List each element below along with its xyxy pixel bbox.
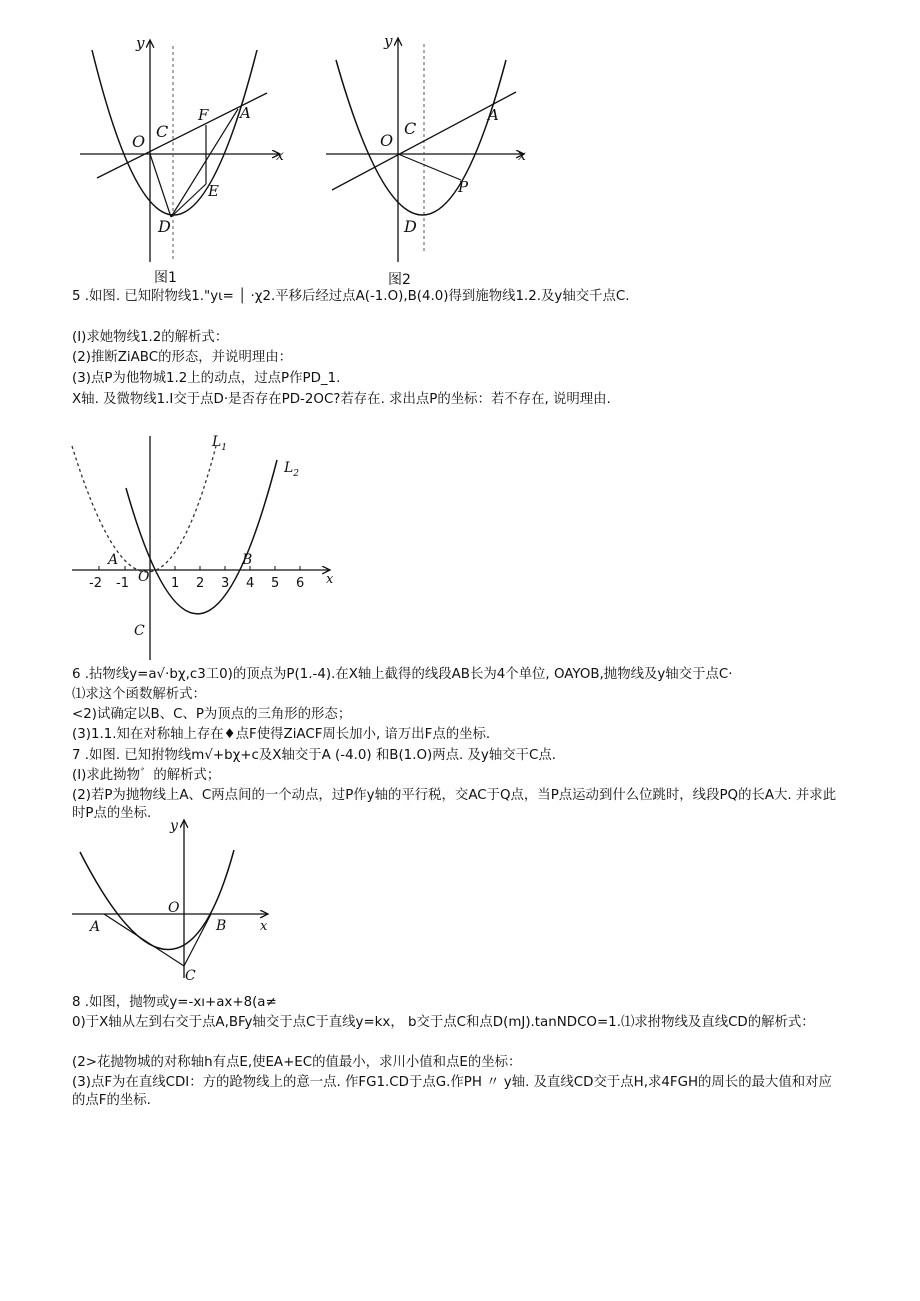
parabola [92, 50, 257, 215]
tick-label: 3 [221, 576, 230, 591]
fig2-y-label: y [384, 32, 393, 50]
q5-o-label: O [138, 569, 150, 585]
l1-label [211, 434, 227, 453]
q5-a-label: A [108, 552, 119, 568]
fig1-e-label: E [208, 182, 219, 200]
q8-part-1: 0)于X轴从左到右交于点A,BFy轴交于点C于直线y=kx， b交于点C和点D(mJ).tanNDCO=1.⑴求拊物线及直线CD的解析式： [72, 1015, 815, 1030]
q5-x-label: x [326, 572, 334, 587]
q7-o-label: O [168, 900, 180, 916]
fig2-d-label: D [404, 217, 417, 236]
fig1-x-label: x [276, 148, 284, 164]
l2-label [283, 460, 299, 479]
fig1-f-label: F [198, 106, 209, 124]
segment-op [398, 154, 461, 180]
parabola [336, 60, 506, 215]
figure-2 [318, 30, 538, 290]
q7-part-2: (2)若P为抛物线上A、C两点间的一个动点，过P作y轴的平行税，交AC于Q点，当P点运动到什么位跳时，线段PQ的长A大. 并求此时P点的坐标. [72, 788, 837, 821]
fig1-caption: 图1 [154, 270, 177, 286]
parabola-l1 [72, 446, 216, 572]
tick-label: 4 [246, 576, 255, 591]
q7-y-label: y [170, 818, 178, 834]
figure-q5 [68, 428, 348, 663]
q5-part-2: (2)推断ZiABC的形态，并说明理由： [72, 350, 293, 365]
tick-label: -2 [89, 576, 102, 591]
tick-label: 5 [271, 576, 280, 591]
fig2-o-label: O [380, 131, 394, 150]
l2-letter: L [284, 460, 294, 476]
fig1-d-label: D [158, 217, 171, 236]
l1-letter: L [212, 434, 222, 450]
fig1-y-label: y [136, 34, 145, 52]
q5-part-1: (I)求她物线1.2的解析式： [72, 330, 229, 345]
tick-label: 6 [296, 576, 305, 591]
fig1-a-label: A [240, 104, 251, 122]
fig1-o-label: O [132, 132, 146, 151]
q7-b-label: B [216, 918, 227, 934]
segment-da [171, 109, 238, 217]
tick-label: 2 [196, 576, 205, 591]
fig2-caption: 图2 [388, 272, 411, 288]
q8-stem: 8 .如图，抛物或y=-xı+ax+8(a≠ [72, 995, 277, 1010]
q7-x-label: x [260, 919, 268, 934]
fig2-p-label: P [458, 178, 469, 196]
q7-a-label: A [90, 919, 101, 935]
q6-stem: 6 .拈物线y=a√·bχ,c3工0)的顶点为P(1.-4).在X轴上截得的线段AB长为4个单位, OAYOB,抛物线及y轴交于点C· [72, 667, 733, 682]
parabola [80, 850, 234, 950]
figure-q7 [68, 818, 278, 988]
q5-b-label: B [242, 552, 253, 568]
q5-part-3b: X轴. 及微物线1.I交于点D·是否存在PD-2OC?若存在. 求出点P的坐标：若不存在, 说明理由. [72, 392, 611, 407]
q8-part-2: (2>花抛物城的对称轴h有点E,使EA+EC的值最小，求川小值和点E的坐标： [72, 1055, 522, 1070]
q7-stem: 7 .如图. 已知拊物线m√+bχ+c及X轴交于A (-4.0) 和B(1.O)两点. 及y轴交干C点. [72, 748, 556, 763]
q5-c-label: C [134, 623, 145, 639]
fig2-x-label: x [518, 148, 526, 164]
fig2-a-label: A [488, 106, 499, 124]
l1-subscript: 1 [221, 443, 228, 453]
fig2-c-label: C [404, 119, 417, 138]
segment-bc [184, 914, 211, 966]
segment-ac [104, 914, 184, 966]
fig1-c-label: C [156, 122, 169, 141]
q8-part-3: (3)点F为在直线CDI：方的跄物线上的意一点. 作FG1.CD于点G.作PH 〃 y轴. 及直线CD交于点H,求4FGH的周长的最大值和对应的点F的坐标. [72, 1075, 832, 1108]
q6-part-1: ⑴求这个函数解析式： [72, 687, 206, 702]
figure-1 [72, 30, 292, 290]
q6-part-3: (3)1.1.知在对称轴上存在♦点F使得ZiACF周长加小, 谙万出F点的坐标. [72, 727, 491, 742]
q7-c-label: C [185, 968, 196, 984]
q5-stem: 5 .如图. 已知附物线1."yι= │ ·χ2.平移后经过点A(-1.O),B(4.0)得到施物线1.2.及y轴交千点C. [72, 289, 630, 304]
q7-part-1: (I)求此拗物゛的解析式； [72, 768, 221, 783]
q6-part-2: <2)试确定以B、C、P为顶点的三角形的形态； [72, 707, 352, 722]
tick-label: 1 [171, 576, 180, 591]
segment-od [150, 154, 171, 217]
q5-part-3a: (3)点P为他物城1.2上的动点，过点P作PD_1. [72, 371, 341, 386]
l2-subscript: 2 [293, 469, 300, 479]
tick-label: -1 [116, 576, 129, 591]
